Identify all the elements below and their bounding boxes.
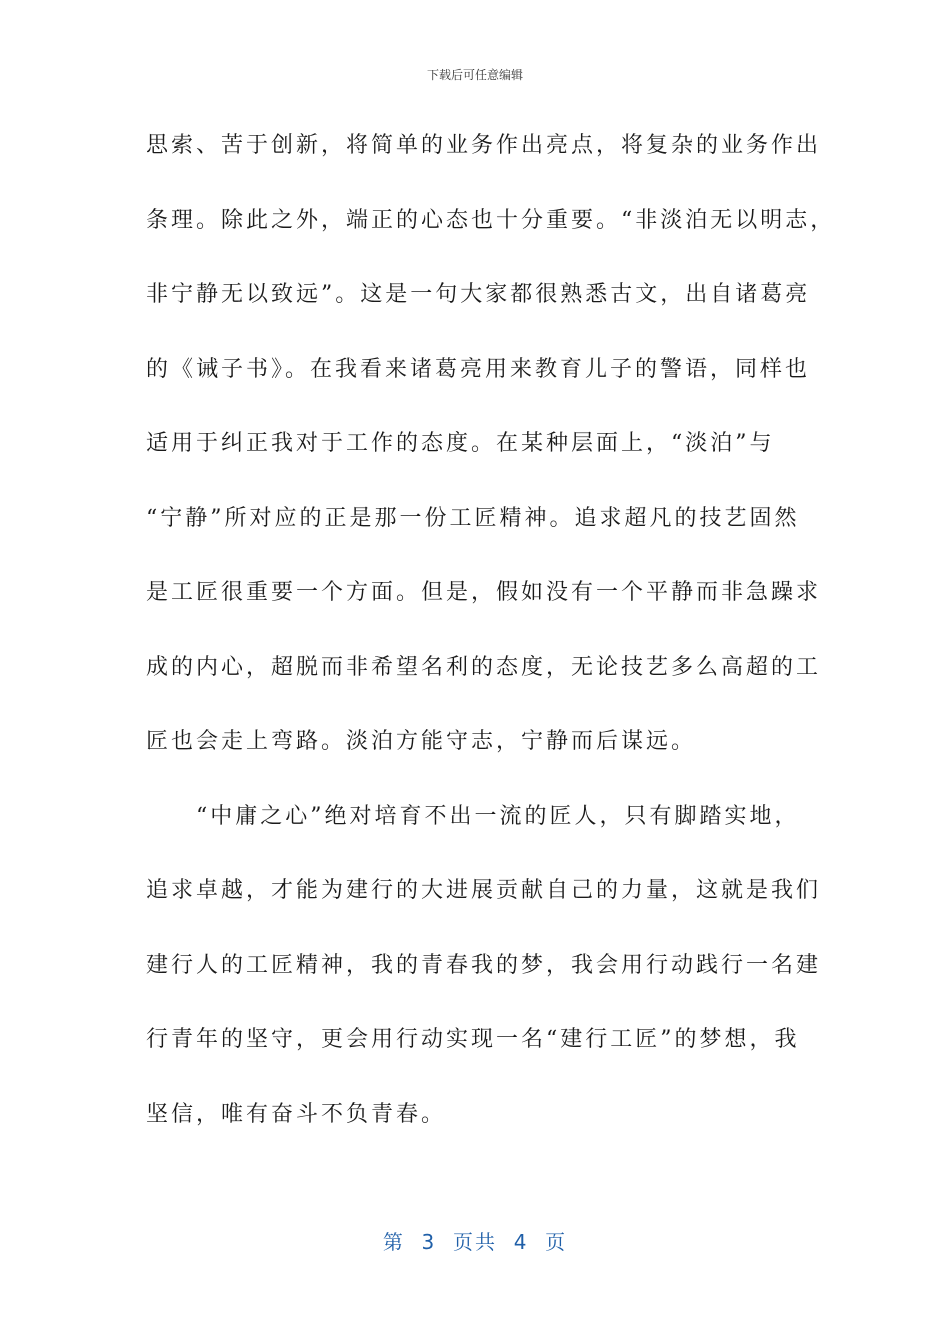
text-line: 条理。除此之外，端正的心态也十分重要。“非淡泊无以明志， — [146, 207, 836, 233]
text-line: 匠也会走上弯路。淡泊方能守志，宁静而后谋远。 — [146, 729, 697, 754]
text-line: 建行人的工匠精神，我的青春我的梦，我会用行动践行一名建 — [146, 952, 822, 978]
text-line: 非宁静无以致远”。这是一句大家都很熟悉古文，出自诸葛亮 — [146, 282, 811, 307]
document-body — [146, 127, 836, 1170]
text-line: 追求卓越，才能为建行的大进展贡献自己的力量，这就是我们 — [146, 878, 822, 903]
text-line: 成的内心，超脱而非希望名利的态度，无论技艺多么高超的工 — [146, 654, 822, 680]
text-line: 是工匠很重要一个方面。但是，假如没有一个平静而非急躁求 — [146, 580, 822, 605]
text-line: 行青年的坚守，更会用行动实现一名“建行工匠”的梦想，我 — [146, 1027, 800, 1052]
text-line: 的《诫子书》。在我看来诸葛亮用来教育儿子的警语，同样也 — [146, 356, 811, 382]
paragraph-start-line: “中庸之心”绝对培育不出一流的匠人，只有脚踏实地， — [196, 803, 800, 829]
text-line: “宁静”所对应的正是那一份工匠精神。追求超凡的技艺固然 — [146, 505, 800, 531]
page-number-footer: 第 3 页共 4 页 — [382, 1230, 568, 1254]
text-line: 适用于纠正我对于工作的态度。在某种层面上，“淡泊”与 — [146, 431, 775, 456]
page-header: 下载后可任意编辑 — [426, 68, 523, 82]
text-line: 坚信，唯有奋斗不负青春。 — [146, 1101, 447, 1127]
text-line: 思索、苦于创新，将简单的业务作出亮点，将复杂的业务作出 — [146, 133, 822, 158]
